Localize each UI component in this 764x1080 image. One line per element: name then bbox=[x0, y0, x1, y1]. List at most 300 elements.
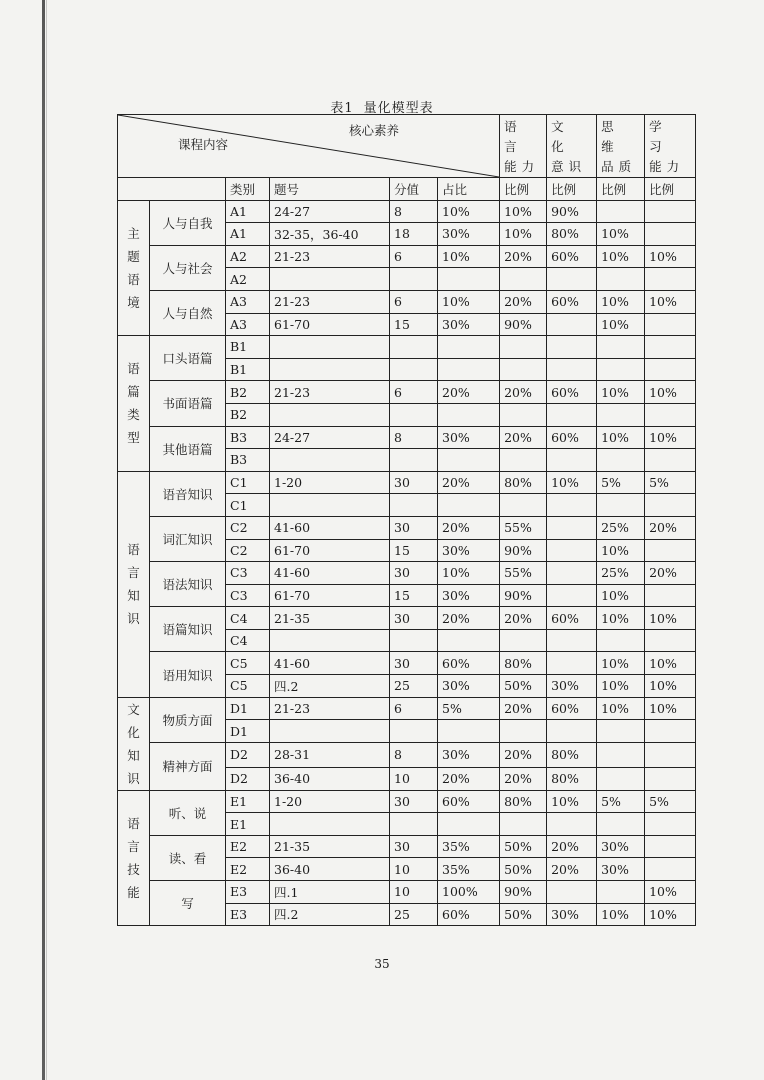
thinking-ratio-cell: 30% bbox=[597, 858, 645, 881]
learning-ratio-cell: 10% bbox=[645, 675, 696, 698]
table-row bbox=[118, 742, 696, 767]
score-cell: 30 bbox=[390, 471, 438, 494]
proportion-cell: 10% bbox=[438, 200, 500, 223]
scan-edge-artifact bbox=[42, 0, 45, 1080]
score-cell: 18 bbox=[390, 223, 438, 246]
course-content-label: 课程内容 bbox=[178, 137, 229, 152]
score-cell: 6 bbox=[390, 697, 438, 720]
learning-ratio-cell: 10% bbox=[645, 245, 696, 268]
item-numbers-cell: 21-23 bbox=[270, 290, 390, 313]
item-numbers-cell: 32-35，36-40 bbox=[270, 223, 390, 246]
learning-ratio-cell bbox=[645, 200, 696, 223]
col-header-proportion: 占比 bbox=[438, 178, 500, 201]
category-code-cell: C5 bbox=[226, 675, 270, 698]
culture-ratio-cell: 60% bbox=[547, 290, 597, 313]
category-code-cell: E3 bbox=[226, 881, 270, 904]
language-ratio-cell: 55% bbox=[500, 516, 547, 539]
proportion-cell: 100% bbox=[438, 881, 500, 904]
thinking-ratio-cell bbox=[597, 742, 645, 767]
main-category-char: 境 bbox=[127, 294, 140, 310]
language-ratio-cell: 90% bbox=[500, 539, 547, 562]
score-cell: 6 bbox=[390, 381, 438, 404]
subcategory-cell: 其他语篇 bbox=[150, 426, 226, 471]
main-category-char: 识 bbox=[127, 611, 140, 627]
subcategory-cell: 物质方面 bbox=[150, 697, 226, 742]
subcategory-cell: 语音知识 bbox=[150, 471, 226, 516]
main-category-cell bbox=[118, 790, 150, 926]
item-numbers-cell: 36-40 bbox=[270, 768, 390, 791]
col-header-category: 类别 bbox=[226, 178, 270, 201]
learning-ratio-cell bbox=[645, 336, 696, 359]
subcategory-cell: 读、看 bbox=[150, 835, 226, 880]
language-ratio-cell bbox=[500, 449, 547, 472]
learning-ratio-cell bbox=[645, 629, 696, 652]
learning-ratio-cell bbox=[645, 539, 696, 562]
score-cell: 10 bbox=[390, 768, 438, 791]
proportion-cell: 60% bbox=[438, 903, 500, 926]
thinking-ratio-cell bbox=[597, 336, 645, 359]
score-cell bbox=[390, 813, 438, 836]
subcategory-cell: 人与社会 bbox=[150, 245, 226, 290]
score-cell bbox=[390, 494, 438, 517]
culture-ratio-cell bbox=[547, 358, 597, 381]
item-numbers-cell: 四.2 bbox=[270, 675, 390, 698]
proportion-cell bbox=[438, 268, 500, 291]
proportion-cell: 20% bbox=[438, 471, 500, 494]
category-code-cell: B3 bbox=[226, 426, 270, 449]
category-code-cell: A2 bbox=[226, 245, 270, 268]
item-numbers-cell: 24-27 bbox=[270, 426, 390, 449]
item-numbers-cell: 21-23 bbox=[270, 697, 390, 720]
culture-ratio-cell bbox=[547, 268, 597, 291]
language-ratio-cell: 20% bbox=[500, 697, 547, 720]
main-category-char: 类 bbox=[127, 407, 140, 423]
category-code-cell: B1 bbox=[226, 336, 270, 359]
item-numbers-cell: 41-60 bbox=[270, 516, 390, 539]
col-header-item-number: 题号 bbox=[270, 178, 390, 201]
category-code-cell: D2 bbox=[226, 742, 270, 767]
score-cell bbox=[390, 629, 438, 652]
language-ratio-cell: 55% bbox=[500, 562, 547, 585]
table-row bbox=[118, 200, 696, 223]
thinking-ratio-cell bbox=[597, 629, 645, 652]
culture-ratio-cell bbox=[547, 881, 597, 904]
score-cell bbox=[390, 336, 438, 359]
subcategory-cell: 听、说 bbox=[150, 790, 226, 835]
category-code-cell: C5 bbox=[226, 652, 270, 675]
language-ratio-cell: 20% bbox=[500, 381, 547, 404]
culture-ratio-cell bbox=[547, 539, 597, 562]
thinking-ratio-cell: 10% bbox=[597, 313, 645, 336]
learning-ratio-cell: 10% bbox=[645, 903, 696, 926]
category-code-cell: D2 bbox=[226, 768, 270, 791]
proportion-cell: 20% bbox=[438, 607, 500, 630]
main-category-cell bbox=[118, 200, 150, 336]
item-numbers-cell: 61-70 bbox=[270, 313, 390, 336]
category-code-cell: A3 bbox=[226, 290, 270, 313]
item-numbers-cell bbox=[270, 336, 390, 359]
language-ratio-cell: 20% bbox=[500, 768, 547, 791]
thinking-ratio-cell: 10% bbox=[597, 675, 645, 698]
learning-ratio-cell: 10% bbox=[645, 881, 696, 904]
table-row bbox=[118, 562, 696, 585]
score-cell: 30 bbox=[390, 835, 438, 858]
main-category-cell bbox=[118, 336, 150, 472]
table-row bbox=[118, 516, 696, 539]
score-cell bbox=[390, 358, 438, 381]
culture-ratio-cell bbox=[547, 813, 597, 836]
item-numbers-cell bbox=[270, 449, 390, 472]
learning-ratio-cell bbox=[645, 403, 696, 426]
language-ratio-cell bbox=[500, 813, 547, 836]
thinking-ratio-cell bbox=[597, 813, 645, 836]
language-ratio-cell: 90% bbox=[500, 584, 547, 607]
main-category-char: 识 bbox=[127, 770, 140, 786]
culture-ratio-cell bbox=[547, 652, 597, 675]
table-row bbox=[118, 381, 696, 404]
proportion-cell: 10% bbox=[438, 245, 500, 268]
learning-ratio-cell bbox=[645, 813, 696, 836]
learning-ratio-cell: 10% bbox=[645, 652, 696, 675]
category-code-cell: C2 bbox=[226, 516, 270, 539]
category-code-cell: C4 bbox=[226, 629, 270, 652]
proportion-cell bbox=[438, 629, 500, 652]
language-ratio-cell: 20% bbox=[500, 607, 547, 630]
thinking-ratio-cell bbox=[597, 720, 645, 743]
item-numbers-cell: 61-70 bbox=[270, 539, 390, 562]
language-ratio-cell: 20% bbox=[500, 742, 547, 767]
item-numbers-cell: 1-20 bbox=[270, 790, 390, 813]
item-numbers-cell: 四.1 bbox=[270, 881, 390, 904]
culture-ratio-cell bbox=[547, 494, 597, 517]
proportion-cell bbox=[438, 720, 500, 743]
thinking-ratio-cell bbox=[597, 403, 645, 426]
proportion-cell: 30% bbox=[438, 313, 500, 336]
learning-ratio-cell: 5% bbox=[645, 790, 696, 813]
proportion-cell: 30% bbox=[438, 223, 500, 246]
language-ratio-cell: 50% bbox=[500, 835, 547, 858]
table-caption-label: 表1 bbox=[330, 101, 354, 116]
col-header-ratio: 比例 bbox=[547, 178, 597, 201]
proportion-cell: 30% bbox=[438, 584, 500, 607]
item-numbers-cell: 24-27 bbox=[270, 200, 390, 223]
item-numbers-cell: 1-20 bbox=[270, 471, 390, 494]
category-code-cell: B1 bbox=[226, 358, 270, 381]
diagonal-line bbox=[118, 115, 499, 177]
score-cell: 8 bbox=[390, 200, 438, 223]
thinking-ratio-cell: 10% bbox=[597, 426, 645, 449]
thinking-ratio-cell bbox=[597, 768, 645, 791]
subcategory-cell: 语法知识 bbox=[150, 562, 226, 607]
culture-ratio-cell: 60% bbox=[547, 245, 597, 268]
language-ratio-cell: 50% bbox=[500, 903, 547, 926]
proportion-cell: 35% bbox=[438, 835, 500, 858]
main-category-char: 知 bbox=[127, 747, 140, 763]
main-category-char: 化 bbox=[127, 724, 140, 740]
main-category-char: 语 bbox=[127, 271, 140, 287]
proportion-cell: 35% bbox=[438, 858, 500, 881]
score-cell: 8 bbox=[390, 426, 438, 449]
thinking-ratio-cell: 10% bbox=[597, 652, 645, 675]
language-ratio-cell: 50% bbox=[500, 858, 547, 881]
learning-ratio-cell bbox=[645, 449, 696, 472]
thinking-ratio-cell: 25% bbox=[597, 516, 645, 539]
col-header-ratio: 比例 bbox=[597, 178, 645, 201]
category-code-cell: C3 bbox=[226, 562, 270, 585]
thinking-ratio-cell: 10% bbox=[597, 245, 645, 268]
language-ratio-cell: 10% bbox=[500, 223, 547, 246]
scan-edge-artifact-thin bbox=[46, 0, 47, 1080]
thinking-ratio-cell: 10% bbox=[597, 290, 645, 313]
thinking-ratio-cell bbox=[597, 268, 645, 291]
item-numbers-cell bbox=[270, 268, 390, 291]
thinking-ratio-cell: 10% bbox=[597, 223, 645, 246]
table-row bbox=[118, 245, 696, 268]
dim-cultural-awareness: 文 化 意识 bbox=[547, 115, 597, 178]
proportion-cell: 10% bbox=[438, 290, 500, 313]
main-category-char: 语 bbox=[127, 361, 140, 377]
thinking-ratio-cell: 10% bbox=[597, 903, 645, 926]
table-row bbox=[118, 697, 696, 720]
proportion-cell: 20% bbox=[438, 516, 500, 539]
score-cell: 30 bbox=[390, 562, 438, 585]
culture-ratio-cell: 60% bbox=[547, 381, 597, 404]
score-cell: 10 bbox=[390, 881, 438, 904]
thinking-ratio-cell bbox=[597, 881, 645, 904]
category-code-cell: E1 bbox=[226, 813, 270, 836]
learning-ratio-cell: 5% bbox=[645, 471, 696, 494]
thinking-ratio-cell: 10% bbox=[597, 697, 645, 720]
culture-ratio-cell bbox=[547, 336, 597, 359]
main-category-char: 能 bbox=[127, 884, 140, 900]
thinking-ratio-cell bbox=[597, 200, 645, 223]
score-cell bbox=[390, 268, 438, 291]
culture-ratio-cell: 80% bbox=[547, 223, 597, 246]
culture-ratio-cell: 10% bbox=[547, 790, 597, 813]
item-numbers-cell bbox=[270, 813, 390, 836]
language-ratio-cell: 20% bbox=[500, 290, 547, 313]
proportion-cell: 5% bbox=[438, 697, 500, 720]
main-category-char: 言 bbox=[127, 838, 140, 854]
subcategory-cell: 书面语篇 bbox=[150, 381, 226, 426]
proportion-cell: 30% bbox=[438, 742, 500, 767]
quantification-model-table bbox=[117, 114, 696, 926]
category-code-cell: E1 bbox=[226, 790, 270, 813]
item-numbers-cell: 21-35 bbox=[270, 835, 390, 858]
culture-ratio-cell: 60% bbox=[547, 426, 597, 449]
thinking-ratio-cell: 10% bbox=[597, 381, 645, 404]
table-row bbox=[118, 607, 696, 630]
culture-ratio-cell bbox=[547, 403, 597, 426]
col-header-ratio: 比例 bbox=[645, 178, 696, 201]
score-cell: 30 bbox=[390, 652, 438, 675]
item-numbers-cell bbox=[270, 403, 390, 426]
core-literacy-label: 核心素养 bbox=[349, 123, 400, 138]
thinking-ratio-cell: 5% bbox=[597, 790, 645, 813]
category-code-cell: A1 bbox=[226, 223, 270, 246]
proportion-cell: 20% bbox=[438, 381, 500, 404]
subcategory-cell: 语篇知识 bbox=[150, 607, 226, 652]
item-numbers-cell bbox=[270, 720, 390, 743]
culture-ratio-cell: 30% bbox=[547, 675, 597, 698]
item-numbers-cell bbox=[270, 494, 390, 517]
score-cell: 15 bbox=[390, 584, 438, 607]
score-cell: 15 bbox=[390, 539, 438, 562]
language-ratio-cell: 90% bbox=[500, 881, 547, 904]
score-cell: 8 bbox=[390, 742, 438, 767]
score-cell: 25 bbox=[390, 675, 438, 698]
item-numbers-cell: 41-60 bbox=[270, 652, 390, 675]
culture-ratio-cell: 60% bbox=[547, 607, 597, 630]
learning-ratio-cell bbox=[645, 858, 696, 881]
dim-learning-ability: 学 习 能力 bbox=[645, 115, 696, 178]
category-code-cell: B2 bbox=[226, 381, 270, 404]
culture-ratio-cell: 20% bbox=[547, 858, 597, 881]
main-category-char: 知 bbox=[127, 588, 140, 604]
language-ratio-cell bbox=[500, 268, 547, 291]
item-numbers-cell: 61-70 bbox=[270, 584, 390, 607]
main-category-char: 型 bbox=[127, 430, 140, 446]
thinking-ratio-cell: 30% bbox=[597, 835, 645, 858]
table-row bbox=[118, 835, 696, 858]
table-row bbox=[118, 881, 696, 904]
item-numbers-cell bbox=[270, 629, 390, 652]
proportion-cell bbox=[438, 403, 500, 426]
subcategory-cell: 人与自我 bbox=[150, 200, 226, 245]
proportion-cell bbox=[438, 494, 500, 517]
learning-ratio-cell bbox=[645, 768, 696, 791]
score-cell: 6 bbox=[390, 290, 438, 313]
score-cell bbox=[390, 403, 438, 426]
learning-ratio-cell: 10% bbox=[645, 290, 696, 313]
score-cell: 30 bbox=[390, 516, 438, 539]
language-ratio-cell: 10% bbox=[500, 200, 547, 223]
learning-ratio-cell bbox=[645, 742, 696, 767]
thinking-ratio-cell: 10% bbox=[597, 607, 645, 630]
page-number: 35 bbox=[374, 957, 390, 971]
language-ratio-cell bbox=[500, 629, 547, 652]
main-category-char: 言 bbox=[127, 565, 140, 581]
table-row bbox=[118, 290, 696, 313]
table-row bbox=[118, 471, 696, 494]
learning-ratio-cell: 20% bbox=[645, 516, 696, 539]
language-ratio-cell bbox=[500, 494, 547, 517]
learning-ratio-cell: 20% bbox=[645, 562, 696, 585]
proportion-cell: 30% bbox=[438, 539, 500, 562]
language-ratio-cell bbox=[500, 720, 547, 743]
header-row-2 bbox=[118, 178, 696, 201]
thinking-ratio-cell bbox=[597, 494, 645, 517]
culture-ratio-cell: 90% bbox=[547, 200, 597, 223]
main-category-cell bbox=[118, 697, 150, 790]
proportion-cell bbox=[438, 336, 500, 359]
proportion-cell: 30% bbox=[438, 675, 500, 698]
item-numbers-cell bbox=[270, 358, 390, 381]
col-header-ratio: 比例 bbox=[500, 178, 547, 201]
learning-ratio-cell bbox=[645, 358, 696, 381]
item-numbers-cell: 21-23 bbox=[270, 381, 390, 404]
category-code-cell: E2 bbox=[226, 835, 270, 858]
category-code-cell: D1 bbox=[226, 697, 270, 720]
item-numbers-cell: 21-35 bbox=[270, 607, 390, 630]
language-ratio-cell: 90% bbox=[500, 313, 547, 336]
culture-ratio-cell bbox=[547, 562, 597, 585]
thinking-ratio-cell bbox=[597, 449, 645, 472]
category-code-cell: C1 bbox=[226, 471, 270, 494]
learning-ratio-cell: 10% bbox=[645, 426, 696, 449]
learning-ratio-cell bbox=[645, 313, 696, 336]
language-ratio-cell: 50% bbox=[500, 675, 547, 698]
category-code-cell: D1 bbox=[226, 720, 270, 743]
language-ratio-cell: 80% bbox=[500, 471, 547, 494]
category-code-cell: E2 bbox=[226, 858, 270, 881]
culture-ratio-cell bbox=[547, 516, 597, 539]
item-numbers-cell: 四.2 bbox=[270, 903, 390, 926]
language-ratio-cell: 80% bbox=[500, 652, 547, 675]
culture-ratio-cell: 60% bbox=[547, 697, 597, 720]
header-row-1 bbox=[118, 115, 696, 178]
culture-ratio-cell bbox=[547, 629, 597, 652]
thinking-ratio-cell: 5% bbox=[597, 471, 645, 494]
proportion-cell bbox=[438, 449, 500, 472]
culture-ratio-cell: 80% bbox=[547, 768, 597, 791]
category-code-cell: A3 bbox=[226, 313, 270, 336]
category-code-cell: C2 bbox=[226, 539, 270, 562]
table-row bbox=[118, 336, 696, 359]
dim-thinking-quality: 思 维 品质 bbox=[597, 115, 645, 178]
learning-ratio-cell: 10% bbox=[645, 697, 696, 720]
learning-ratio-cell: 10% bbox=[645, 381, 696, 404]
culture-ratio-cell bbox=[547, 584, 597, 607]
main-category-cell bbox=[118, 471, 150, 697]
score-cell bbox=[390, 449, 438, 472]
score-cell: 15 bbox=[390, 313, 438, 336]
language-ratio-cell: 20% bbox=[500, 426, 547, 449]
item-numbers-cell: 21-23 bbox=[270, 245, 390, 268]
learning-ratio-cell bbox=[645, 584, 696, 607]
main-category-char: 语 bbox=[127, 542, 140, 558]
category-code-cell: C1 bbox=[226, 494, 270, 517]
culture-ratio-cell: 80% bbox=[547, 742, 597, 767]
learning-ratio-cell bbox=[645, 223, 696, 246]
table-row bbox=[118, 426, 696, 449]
item-numbers-cell: 41-60 bbox=[270, 562, 390, 585]
score-cell bbox=[390, 720, 438, 743]
thinking-ratio-cell bbox=[597, 358, 645, 381]
culture-ratio-cell: 20% bbox=[547, 835, 597, 858]
proportion-cell: 60% bbox=[438, 790, 500, 813]
language-ratio-cell bbox=[500, 358, 547, 381]
culture-ratio-cell: 10% bbox=[547, 471, 597, 494]
category-code-cell: C3 bbox=[226, 584, 270, 607]
table-caption-title: 量化模型表 bbox=[363, 101, 434, 116]
proportion-cell bbox=[438, 358, 500, 381]
learning-ratio-cell bbox=[645, 268, 696, 291]
subcategory-cell: 写 bbox=[150, 881, 226, 926]
learning-ratio-cell bbox=[645, 720, 696, 743]
category-code-cell: A1 bbox=[226, 200, 270, 223]
table-row bbox=[118, 652, 696, 675]
learning-ratio-cell bbox=[645, 835, 696, 858]
score-cell: 25 bbox=[390, 903, 438, 926]
culture-ratio-cell bbox=[547, 720, 597, 743]
culture-ratio-cell: 30% bbox=[547, 903, 597, 926]
language-ratio-cell: 20% bbox=[500, 245, 547, 268]
culture-ratio-cell bbox=[547, 449, 597, 472]
thinking-ratio-cell: 25% bbox=[597, 562, 645, 585]
main-category-char: 题 bbox=[127, 248, 140, 264]
diagonal-header-cell bbox=[118, 115, 500, 178]
